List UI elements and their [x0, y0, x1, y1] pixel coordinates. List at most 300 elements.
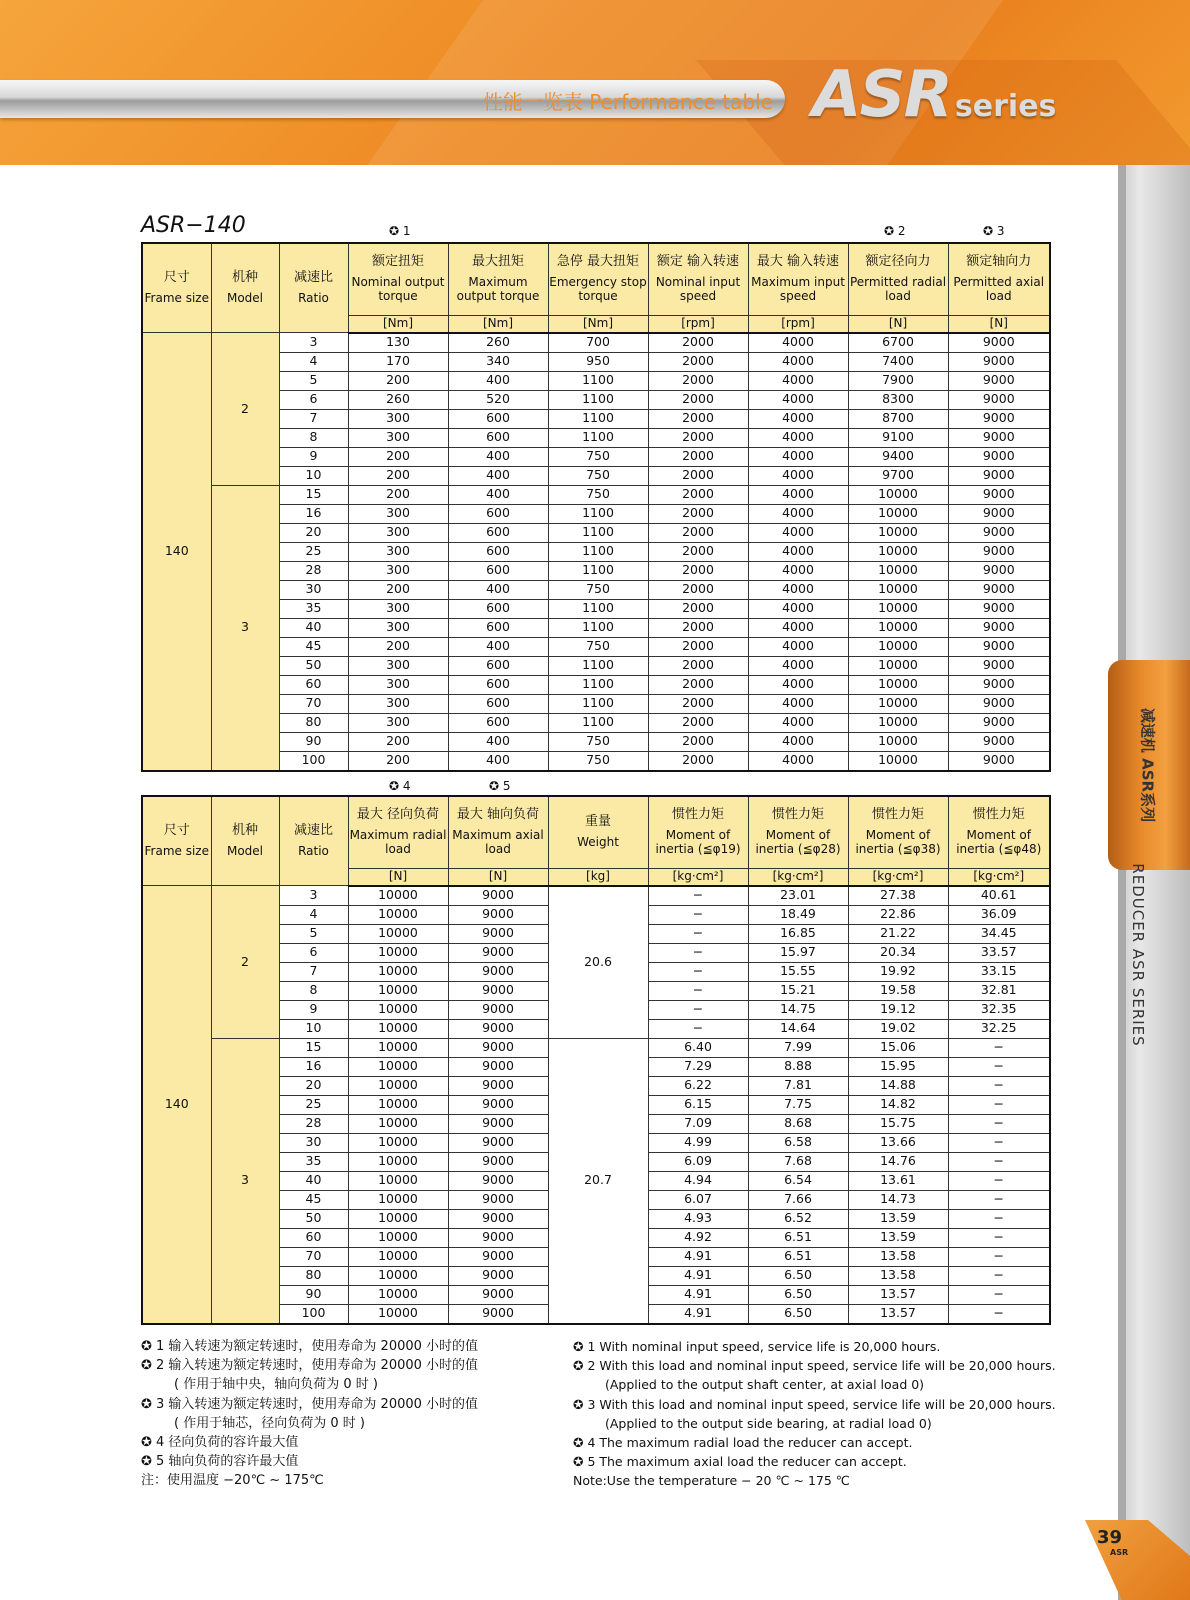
table-cell: 45	[279, 1190, 348, 1209]
table-cell: 9000	[948, 751, 1050, 771]
table-cell: 4000	[748, 637, 848, 656]
table-cell: 200	[348, 371, 448, 390]
header-row	[142, 243, 1050, 315]
table-cell: 6.15	[648, 1095, 748, 1114]
table-cell: 300	[348, 599, 448, 618]
table-cell: 400	[448, 466, 548, 485]
side-tab-label: 减速机 ASR系列	[1138, 707, 1157, 823]
table-cell: 1100	[548, 561, 648, 580]
table-cell: 300	[348, 523, 448, 542]
table-cell: 10000	[348, 1247, 448, 1266]
footnotes-chinese	[141, 1337, 478, 1491]
table-cell: 6	[279, 390, 348, 409]
note-line: Note:Use the temperature − 20 ℃ ~ 175 ℃	[573, 1473, 850, 1489]
column-header-en: Ratio	[298, 290, 329, 305]
note-line: ✪ 3 输入转速为额定转速时，使用寿命为 20000 小时的值	[141, 1396, 479, 1412]
table-cell: 10000	[348, 1228, 448, 1247]
note-line: ✪ 4 径向负荷的容许最大值	[141, 1435, 299, 1451]
table-cell: 15.97	[748, 943, 848, 962]
table-cell: 36.09	[948, 905, 1050, 924]
table-cell: 9000	[948, 656, 1050, 675]
table-cell: 4000	[748, 390, 848, 409]
table-cell: 300	[348, 618, 448, 637]
table-cell: 7.29	[648, 1057, 748, 1076]
table-cell: 9000	[448, 1247, 548, 1266]
column-header-zh: 机种	[231, 269, 258, 285]
table-cell: 1100	[548, 542, 648, 561]
table-cell: 10000	[348, 1171, 448, 1190]
column-header-en: Moment of inertia (≦φ28)	[755, 827, 841, 856]
column-header-en: Ratio	[298, 843, 329, 858]
table-cell: 400	[448, 580, 548, 599]
table-cell: 13.59	[848, 1228, 948, 1247]
table-cell: 200	[348, 637, 448, 656]
table-cell: 2000	[648, 333, 748, 353]
page-number: 39	[1097, 1527, 1123, 1548]
table-cell: 4	[279, 905, 348, 924]
table-cell: 9700	[848, 466, 948, 485]
table-cell: 10000	[848, 618, 948, 637]
column-unit: [Nm]	[348, 315, 448, 333]
table-cell: 30	[279, 1133, 348, 1152]
table-cell: 33.15	[948, 962, 1050, 981]
table-cell: 20	[279, 523, 348, 542]
weight-cell: 20.6	[548, 886, 648, 1039]
note-line: (Applied to the output shaft center, at axial load 0)	[605, 1377, 925, 1393]
column-header-en: Maximum output torque	[456, 274, 540, 303]
table-row	[142, 409, 1050, 428]
table-cell: 9000	[448, 1304, 548, 1324]
column-header-zh: 急停 最大扭矩	[556, 253, 640, 269]
table-cell: 1100	[548, 599, 648, 618]
table-cell: 10000	[848, 656, 948, 675]
table-row	[142, 390, 1050, 409]
table-cell: 520	[448, 390, 548, 409]
footnotes-english	[573, 1337, 1056, 1491]
footnote-mark-2: ✪ 2	[884, 224, 906, 238]
column-header-en: Maximum radial load	[349, 827, 447, 856]
table-cell: 4000	[748, 599, 848, 618]
table-cell: 9000	[948, 409, 1050, 428]
table-cell: 7.68	[748, 1152, 848, 1171]
table-cell: 7.09	[648, 1114, 748, 1133]
table-cell: 33.57	[948, 943, 1050, 962]
table-cell: 10000	[848, 732, 948, 751]
performance-table-torque	[141, 242, 1051, 772]
page-header	[0, 0, 1190, 165]
table-cell: −	[648, 962, 748, 981]
table-cell: −	[948, 1152, 1050, 1171]
table-cell: 750	[548, 447, 648, 466]
table-cell: 10000	[348, 943, 448, 962]
column-header-en: Emergency stop torque	[549, 274, 647, 303]
column-unit: [N]	[448, 868, 548, 886]
table-cell: 750	[548, 485, 648, 504]
table-cell: 4000	[748, 580, 848, 599]
table-cell: 4000	[748, 428, 848, 447]
table-cell: 9000	[448, 1190, 548, 1209]
column-header-zh: 最大 输入转速	[756, 253, 840, 269]
note-line: ( 作用于轴中央，轴向负荷为 0 时 )	[174, 1377, 378, 1393]
note-line: ✪ 5 The maximum axial load the reducer can accept.	[573, 1454, 907, 1470]
page-number-sub: ASR	[1110, 1548, 1129, 1557]
column-header	[279, 796, 348, 886]
column-unit: [N]	[948, 315, 1050, 333]
column-header	[211, 796, 279, 886]
table-cell: 10000	[348, 1285, 448, 1304]
table-cell: 23.01	[748, 886, 848, 906]
table-cell: 22.86	[848, 905, 948, 924]
table-cell: 340	[448, 352, 548, 371]
table-cell: 13.66	[848, 1133, 948, 1152]
table-cell: 750	[548, 466, 648, 485]
table-cell: 10000	[348, 1038, 448, 1057]
table-cell: 20	[279, 1076, 348, 1095]
table-cell: 6.50	[748, 1266, 848, 1285]
table-cell: 600	[448, 409, 548, 428]
table-cell: 2000	[648, 390, 748, 409]
note-line: ✪ 4 The maximum radial load the reducer can accept.	[573, 1435, 913, 1451]
table-cell: 400	[448, 751, 548, 771]
table-cell: 16.85	[748, 924, 848, 943]
table-cell: −	[648, 905, 748, 924]
footnote-mark-1: ✪ 1	[389, 224, 411, 238]
column-header	[348, 796, 448, 868]
note-line: ✪ 2 输入转速为额定转速时，使用寿命为 20000 小时的值	[141, 1358, 479, 1374]
table-cell: 4000	[748, 675, 848, 694]
table-cell: 260	[448, 333, 548, 353]
table-cell: 9000	[448, 924, 548, 943]
table-cell: 7	[279, 962, 348, 981]
table-cell: 50	[279, 656, 348, 675]
table-cell: 6.54	[748, 1171, 848, 1190]
table-cell: 9000	[448, 943, 548, 962]
column-header	[279, 243, 348, 333]
table-cell: 9000	[448, 1266, 548, 1285]
column-header-en: Model	[226, 843, 264, 858]
table-cell: 10000	[348, 962, 448, 981]
table-cell: 15.06	[848, 1038, 948, 1057]
table-cell: 6.40	[648, 1038, 748, 1057]
table-cell: 400	[448, 371, 548, 390]
table-cell: 16	[279, 504, 348, 523]
table-cell: 10000	[348, 1019, 448, 1038]
table-cell: 6700	[848, 333, 948, 353]
table-cell: 4000	[748, 618, 848, 637]
column-header	[848, 796, 948, 868]
table-cell: 4000	[748, 751, 848, 771]
table-row	[142, 732, 1050, 751]
footnote-mark-4: ✪ 4	[389, 779, 411, 793]
table-cell: 10000	[848, 599, 948, 618]
table-cell: 80	[279, 1266, 348, 1285]
table-cell: 170	[348, 352, 448, 371]
column-unit: [kg·cm²]	[748, 868, 848, 886]
table-cell: 9000	[948, 352, 1050, 371]
table-cell: 9000	[448, 886, 548, 906]
table-row	[142, 542, 1050, 561]
table-cell: 4000	[748, 352, 848, 371]
table-cell: 4.91	[648, 1266, 748, 1285]
table-cell: −	[948, 1038, 1050, 1057]
table-cell: −	[948, 1133, 1050, 1152]
table-cell: 4000	[748, 694, 848, 713]
table-row	[142, 561, 1050, 580]
table-cell: 19.58	[848, 981, 948, 1000]
note-line: ✪ 3 With this load and nominal input speed, service life will be 20,000 hours.	[573, 1396, 1056, 1412]
table-cell: 4.92	[648, 1228, 748, 1247]
table-cell: 10000	[348, 1304, 448, 1324]
column-header-en: Permitted radial load	[849, 274, 947, 303]
column-header-en: Maximum axial load	[452, 827, 544, 856]
column-header-zh: 额定扭矩	[371, 253, 424, 269]
table-cell: 400	[448, 485, 548, 504]
table-cell: 9400	[848, 447, 948, 466]
table-cell: 16	[279, 1057, 348, 1076]
table-cell: 34.45	[948, 924, 1050, 943]
table-cell: 6.50	[748, 1285, 848, 1304]
table-cell: 300	[348, 561, 448, 580]
table-cell: 4000	[748, 409, 848, 428]
table-cell: 400	[448, 732, 548, 751]
table-cell: 15.75	[848, 1114, 948, 1133]
column-header	[548, 243, 648, 315]
column-header-zh: 最大 径向负荷	[356, 806, 440, 822]
table-cell: 6.07	[648, 1190, 748, 1209]
table-cell: 600	[448, 428, 548, 447]
table-cell: −	[648, 1019, 748, 1038]
column-header-zh: 额定 输入转速	[656, 253, 740, 269]
column-header-zh: 惯性力矩	[671, 806, 724, 822]
table-cell: 9000	[448, 1133, 548, 1152]
column-header-zh: 机种	[231, 822, 258, 838]
table-row	[142, 713, 1050, 732]
table-cell: 130	[348, 333, 448, 353]
table-cell: 2000	[648, 751, 748, 771]
table-cell: 2000	[648, 371, 748, 390]
table-cell: 950	[548, 352, 648, 371]
table-cell: 27.38	[848, 886, 948, 906]
column-header-zh: 尺寸	[163, 269, 190, 285]
table-row	[142, 371, 1050, 390]
table-cell: 70	[279, 1247, 348, 1266]
table-cell: 10000	[348, 924, 448, 943]
column-header-en: Maximum input speed	[751, 274, 845, 303]
table-cell: −	[948, 1247, 1050, 1266]
table-cell: 9000	[448, 1209, 548, 1228]
table-cell: −	[948, 1057, 1050, 1076]
column-unit: [kg·cm²]	[648, 868, 748, 886]
table-cell: 600	[448, 694, 548, 713]
table-cell: 9000	[448, 1228, 548, 1247]
table-cell: 300	[348, 713, 448, 732]
table-cell: 2000	[648, 732, 748, 751]
table-cell: 10000	[848, 580, 948, 599]
table-cell: 9000	[948, 675, 1050, 694]
table-cell: 8	[279, 428, 348, 447]
column-header-zh: 尺寸	[163, 822, 190, 838]
table-cell: 10000	[348, 886, 448, 906]
table-cell: 8.68	[748, 1114, 848, 1133]
table-cell: 10000	[348, 1133, 448, 1152]
table-cell: −	[948, 1285, 1050, 1304]
column-unit: [Nm]	[548, 315, 648, 333]
column-header-zh: 重量	[584, 813, 611, 829]
table-cell: 400	[448, 447, 548, 466]
table-cell: 260	[348, 390, 448, 409]
table-row	[142, 637, 1050, 656]
table-row	[142, 428, 1050, 447]
column-header	[848, 243, 948, 315]
table-cell: 4.91	[648, 1247, 748, 1266]
table-cell: 10000	[848, 713, 948, 732]
column-header-en: Permitted axial load	[953, 274, 1045, 303]
table-cell: 14.73	[848, 1190, 948, 1209]
header-title: 性能一览表 Performance table	[482, 90, 773, 114]
note-line: ✪ 1 With nominal input speed, service life is 20,000 hours.	[573, 1339, 941, 1354]
column-header	[948, 243, 1050, 315]
table-cell: 9000	[948, 466, 1050, 485]
column-unit: [N]	[848, 315, 948, 333]
table-row	[142, 618, 1050, 637]
table-cell: 4000	[748, 713, 848, 732]
table-row	[142, 751, 1050, 771]
column-unit: [Nm]	[448, 315, 548, 333]
table-cell: 9000	[948, 618, 1050, 637]
table-cell: 300	[348, 428, 448, 447]
table-cell: 1100	[548, 656, 648, 675]
table-cell: 10000	[848, 504, 948, 523]
table-cell: 10000	[348, 1209, 448, 1228]
column-header	[648, 243, 748, 315]
table-cell: 3	[279, 886, 348, 906]
table-cell: 1100	[548, 675, 648, 694]
table-cell: 600	[448, 523, 548, 542]
table-row	[142, 1038, 1050, 1057]
table-cell: 21.22	[848, 924, 948, 943]
table-cell: 600	[448, 618, 548, 637]
table-cell: −	[648, 924, 748, 943]
table-cell: 9000	[448, 962, 548, 981]
table-cell: 6.09	[648, 1152, 748, 1171]
table-cell: 9000	[948, 504, 1050, 523]
table-cell: 600	[448, 561, 548, 580]
table-cell: 4.99	[648, 1133, 748, 1152]
table-cell: 13.58	[848, 1266, 948, 1285]
table-row	[142, 447, 1050, 466]
column-header	[548, 796, 648, 868]
table-cell: 80	[279, 713, 348, 732]
column-header-en: Nominal input speed	[655, 274, 741, 303]
table-cell: 10000	[348, 1114, 448, 1133]
column-header-zh: 减速比	[293, 269, 333, 285]
table-row	[142, 656, 1050, 675]
table-cell: 4000	[748, 485, 848, 504]
table-cell: 10000	[848, 637, 948, 656]
table-cell: 2000	[648, 580, 748, 599]
table-cell: 200	[348, 485, 448, 504]
table-cell: 19.12	[848, 1000, 948, 1019]
table-cell: 300	[348, 675, 448, 694]
table-cell: 2000	[648, 409, 748, 428]
table-cell: −	[948, 1209, 1050, 1228]
table-cell: 10000	[348, 905, 448, 924]
table-cell: 8300	[848, 390, 948, 409]
table-cell: 1100	[548, 618, 648, 637]
table-cell: −	[948, 1171, 1050, 1190]
table-cell: 32.25	[948, 1019, 1050, 1038]
table-cell: 50	[279, 1209, 348, 1228]
table-cell: 7.99	[748, 1038, 848, 1057]
table-cell: 20.34	[848, 943, 948, 962]
table-cell: 4000	[748, 447, 848, 466]
table-cell: 9000	[948, 713, 1050, 732]
table-cell: 9000	[948, 390, 1050, 409]
table-cell: 4000	[748, 333, 848, 353]
table-cell: 4.91	[648, 1304, 748, 1324]
column-unit: [N]	[348, 868, 448, 886]
column-header-en: Nominal output torque	[351, 274, 445, 303]
table-cell: 750	[548, 732, 648, 751]
table-cell: 10000	[348, 1152, 448, 1171]
table-cell: 6.51	[748, 1247, 848, 1266]
table-cell: 19.02	[848, 1019, 948, 1038]
table-cell: −	[948, 1114, 1050, 1133]
table-cell: 10000	[348, 1266, 448, 1285]
table-cell: 10000	[848, 694, 948, 713]
table-cell: 6.52	[748, 1209, 848, 1228]
table-cell: 60	[279, 675, 348, 694]
table-cell: 750	[548, 580, 648, 599]
table-cell: 1100	[548, 409, 648, 428]
table-cell: 750	[548, 637, 648, 656]
table-cell: 25	[279, 542, 348, 561]
column-unit: [rpm]	[748, 315, 848, 333]
table-cell: 9000	[448, 1152, 548, 1171]
table-cell: 2000	[648, 637, 748, 656]
table-cell: 7.66	[748, 1190, 848, 1209]
table-cell: 10	[279, 1019, 348, 1038]
table-cell: 1100	[548, 390, 648, 409]
column-header-zh: 惯性力矩	[871, 806, 924, 822]
table-cell: 2000	[648, 352, 748, 371]
table-cell: 2000	[648, 447, 748, 466]
column-header-en: Frame size	[144, 843, 209, 858]
model-cell: 2	[211, 333, 279, 486]
table-cell: 8.88	[748, 1057, 848, 1076]
column-header-en: Model	[226, 290, 264, 305]
table-cell: 6.51	[748, 1228, 848, 1247]
table-cell: 90	[279, 1285, 348, 1304]
table-cell: 1100	[548, 371, 648, 390]
table-cell: 3	[279, 333, 348, 353]
table-cell: 9000	[948, 428, 1050, 447]
table-cell: 13.58	[848, 1247, 948, 1266]
table-cell: 9000	[448, 1095, 548, 1114]
table-cell: −	[948, 1095, 1050, 1114]
series-logo: ASR series	[812, 58, 1057, 132]
table-cell: 5	[279, 924, 348, 943]
table-cell: 60	[279, 1228, 348, 1247]
table-cell: 2000	[648, 485, 748, 504]
table-cell: 9000	[948, 561, 1050, 580]
table-cell: 40	[279, 618, 348, 637]
table-cell: 200	[348, 732, 448, 751]
table-cell: 15	[279, 1038, 348, 1057]
footnote-mark-3: ✪ 3	[983, 224, 1005, 238]
table-cell: 14.64	[748, 1019, 848, 1038]
column-header	[211, 243, 279, 333]
